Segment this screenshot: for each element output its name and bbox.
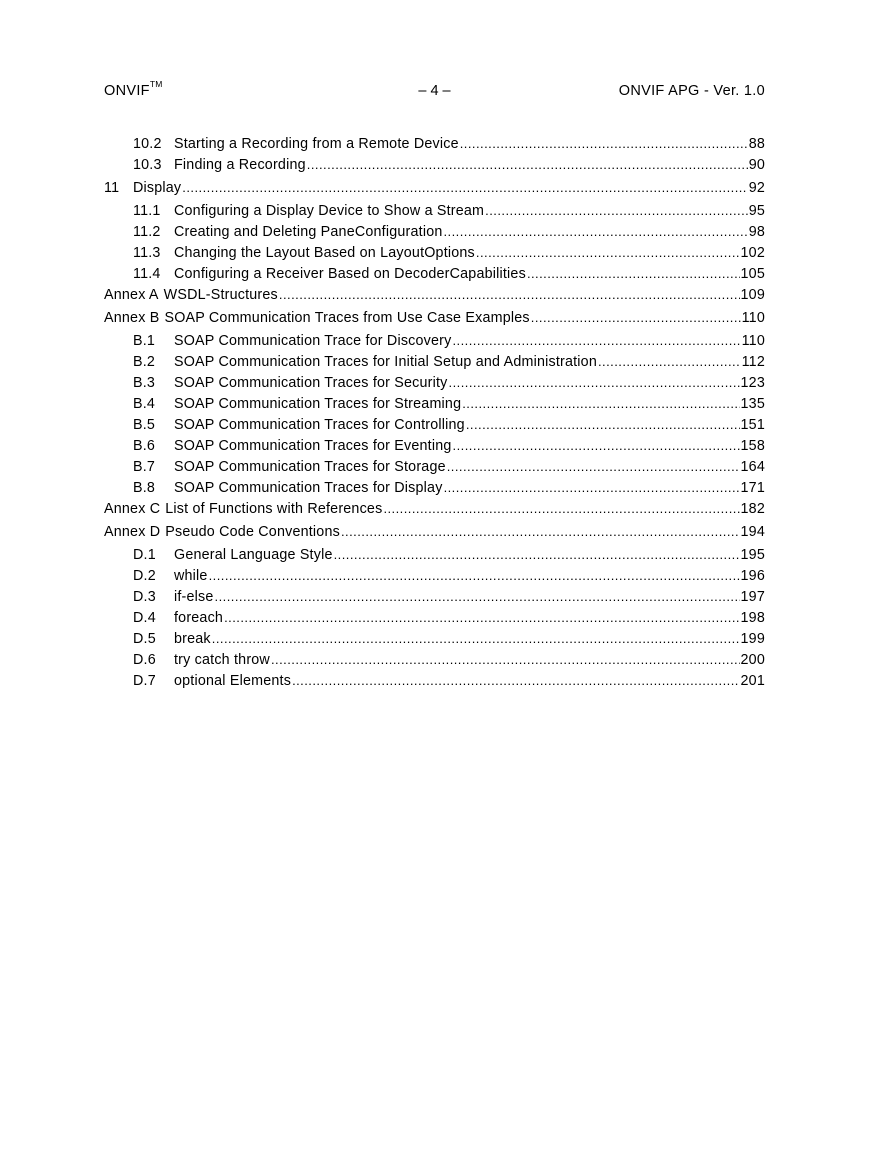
toc-leader-dots <box>182 177 747 199</box>
toc-entry[interactable] <box>104 649 765 670</box>
toc-entry-number: Annex C <box>104 501 161 517</box>
toc-entry-title: if-else <box>174 589 214 605</box>
toc-entry-title: General Language Style <box>174 547 333 563</box>
toc-leader-dots <box>444 477 740 499</box>
toc-entry-title: Display <box>133 180 182 196</box>
toc-entry-number: Annex D <box>104 524 161 540</box>
toc-entry-title: List of Functions with References <box>165 501 383 517</box>
toc-entry-number: 11.2 <box>133 224 161 240</box>
toc-entry[interactable] <box>104 372 765 393</box>
toc-entry-page: 109 <box>740 287 765 303</box>
toc-entry[interactable] <box>104 414 765 435</box>
toc-entry-number: B.1 <box>133 333 156 349</box>
toc-entry[interactable] <box>104 544 765 565</box>
toc-entry-page: 123 <box>740 375 765 391</box>
toc-entry-number: 10.2 <box>133 136 162 152</box>
toc-entry[interactable] <box>104 670 765 691</box>
toc-entry-page: 135 <box>740 396 765 412</box>
toc-entry-page: 198 <box>740 610 765 626</box>
toc-entry-number: D.7 <box>133 673 156 689</box>
toc-leader-dots <box>598 351 741 373</box>
toc-entry-title: while <box>174 568 208 584</box>
toc-entry[interactable] <box>104 330 765 351</box>
toc-entry-page: 98 <box>748 224 765 240</box>
toc-leader-dots <box>485 200 748 222</box>
toc-entry[interactable] <box>104 263 765 284</box>
toc-entry-number: D.4 <box>133 610 156 626</box>
toc-entry[interactable] <box>104 154 765 175</box>
toc-entry-number: 11.3 <box>133 245 161 261</box>
toc-entry[interactable] <box>104 521 765 542</box>
toc-entry-number: B.6 <box>133 438 156 454</box>
toc-entry-page: 197 <box>740 589 765 605</box>
toc-entry[interactable] <box>104 393 765 414</box>
toc-entry-number: D.2 <box>133 568 156 584</box>
toc-entry-title: SOAP Communication Traces for Eventing <box>174 438 452 454</box>
toc-leader-dots <box>215 586 740 608</box>
toc-entry-number: D.5 <box>133 631 156 647</box>
toc-leader-dots <box>453 435 740 457</box>
toc-entry-number: B.3 <box>133 375 156 391</box>
toc-entry-page: 195 <box>740 547 765 563</box>
toc-leader-dots <box>341 521 740 543</box>
header-brand: ONVIF <box>104 83 150 99</box>
toc-entry-title: SOAP Communication Traces for Storage <box>174 459 446 475</box>
toc-leader-dots <box>466 414 740 436</box>
toc-leader-dots <box>307 154 748 176</box>
toc-entry-page: 105 <box>740 266 765 282</box>
toc-entry-title: SOAP Communication Traces for Display <box>174 480 443 496</box>
toc-leader-dots <box>460 133 748 155</box>
toc-entry-title: SOAP Communication Traces for Security <box>174 375 448 391</box>
table-of-contents <box>104 133 765 691</box>
toc-entry-page: 151 <box>740 417 765 433</box>
toc-entry-title: foreach <box>174 610 224 626</box>
toc-entry-page: 92 <box>748 180 765 196</box>
header-doc-version: ONVIF APG - Ver. 1.0 <box>618 83 765 99</box>
toc-entry[interactable] <box>104 477 765 498</box>
toc-entry-number: B.7 <box>133 459 156 475</box>
toc-leader-dots <box>212 628 740 650</box>
toc-leader-dots <box>334 544 740 566</box>
toc-entry-title: Configuring a Receiver Based on DecoderCapabilities <box>174 266 526 282</box>
toc-entry[interactable] <box>104 628 765 649</box>
toc-entry[interactable] <box>104 435 765 456</box>
toc-entry-title: Pseudo Code Conventions <box>165 524 340 540</box>
toc-entry-page: 199 <box>740 631 765 647</box>
page-header <box>104 80 765 102</box>
toc-leader-dots <box>444 221 748 243</box>
toc-entry[interactable] <box>104 284 765 305</box>
toc-entry-number: 11.1 <box>133 203 161 219</box>
toc-entry-number: 11 <box>104 180 120 196</box>
toc-entry[interactable] <box>104 133 765 154</box>
toc-entry-page: 200 <box>740 652 765 668</box>
toc-leader-dots <box>271 649 740 671</box>
toc-entry-title: Starting a Recording from a Remote Device <box>174 136 459 152</box>
toc-entry-page: 158 <box>740 438 765 454</box>
toc-entry-number: Annex A <box>104 287 159 303</box>
toc-entry-number: B.5 <box>133 417 156 433</box>
toc-entry[interactable] <box>104 242 765 263</box>
toc-leader-dots <box>447 456 740 478</box>
toc-leader-dots <box>462 393 739 415</box>
toc-entry-number: B.2 <box>133 354 156 370</box>
toc-entry-number: B.4 <box>133 396 156 412</box>
toc-entry[interactable] <box>104 607 765 628</box>
toc-entry[interactable] <box>104 565 765 586</box>
toc-entry[interactable] <box>104 498 765 519</box>
toc-entry-title: SOAP Communication Traces for Streaming <box>174 396 462 412</box>
toc-entry-title: Changing the Layout Based on LayoutOptions <box>174 245 475 261</box>
toc-entry-title: Configuring a Display Device to Show a Stream <box>174 203 485 219</box>
toc-entry-title: SOAP Communication Trace for Discovery <box>174 333 452 349</box>
header-trademark: TM <box>149 79 163 89</box>
toc-entry-page: 201 <box>740 673 765 689</box>
toc-leader-dots <box>279 284 740 306</box>
toc-entry-title: SOAP Communication Traces for Initial Setup and Administration <box>174 354 597 370</box>
toc-leader-dots <box>452 330 740 352</box>
toc-entry[interactable] <box>104 177 765 198</box>
toc-leader-dots <box>449 372 740 394</box>
toc-leader-dots <box>292 670 739 692</box>
toc-entry-page: 102 <box>740 245 765 261</box>
toc-entry[interactable] <box>104 351 765 372</box>
toc-entry[interactable] <box>104 586 765 607</box>
toc-leader-dots <box>476 242 740 264</box>
toc-entry-page: 194 <box>740 524 765 540</box>
toc-entry-page: 171 <box>740 480 765 496</box>
toc-leader-dots <box>209 565 740 587</box>
toc-entry[interactable] <box>104 307 765 328</box>
toc-entry-number: Annex B <box>104 310 160 326</box>
toc-entry-number: D.6 <box>133 652 156 668</box>
toc-leader-dots <box>527 263 740 285</box>
toc-entry-title: break <box>174 631 211 647</box>
toc-entry-title: WSDL-Structures <box>163 287 278 303</box>
header-page-number: – 4 – <box>418 83 451 99</box>
toc-entry-title: SOAP Communication Traces for Controlling <box>174 417 465 433</box>
toc-entry-title: try catch throw <box>174 652 270 668</box>
toc-entry-page: 110 <box>741 310 765 326</box>
toc-entry-number: D.1 <box>133 547 156 563</box>
toc-entry-number: 10.3 <box>133 157 162 173</box>
toc-entry-title: SOAP Communication Traces from Use Case Examples <box>164 310 530 326</box>
toc-entry-number: B.8 <box>133 480 156 496</box>
toc-entry-title: optional Elements <box>174 673 292 689</box>
toc-entry-page: 90 <box>748 157 765 173</box>
toc-leader-dots <box>224 607 739 629</box>
toc-entry-page: 196 <box>740 568 765 584</box>
toc-entry[interactable] <box>104 456 765 477</box>
toc-entry[interactable] <box>104 200 765 221</box>
toc-entry-page: 112 <box>741 354 765 370</box>
toc-entry-number: D.3 <box>133 589 156 605</box>
toc-leader-dots <box>531 307 741 329</box>
toc-entry-page: 182 <box>740 501 765 517</box>
toc-entry-title: Creating and Deleting PaneConfiguration <box>174 224 443 240</box>
toc-entry-page: 110 <box>741 333 765 349</box>
toc-entry[interactable] <box>104 221 765 242</box>
toc-entry-number: 11.4 <box>133 266 161 282</box>
toc-entry-page: 95 <box>748 203 765 219</box>
toc-entry-page: 88 <box>748 136 765 152</box>
toc-entry-title: Finding a Recording <box>174 157 306 173</box>
toc-leader-dots <box>383 498 739 520</box>
toc-entry-page: 164 <box>740 459 765 475</box>
